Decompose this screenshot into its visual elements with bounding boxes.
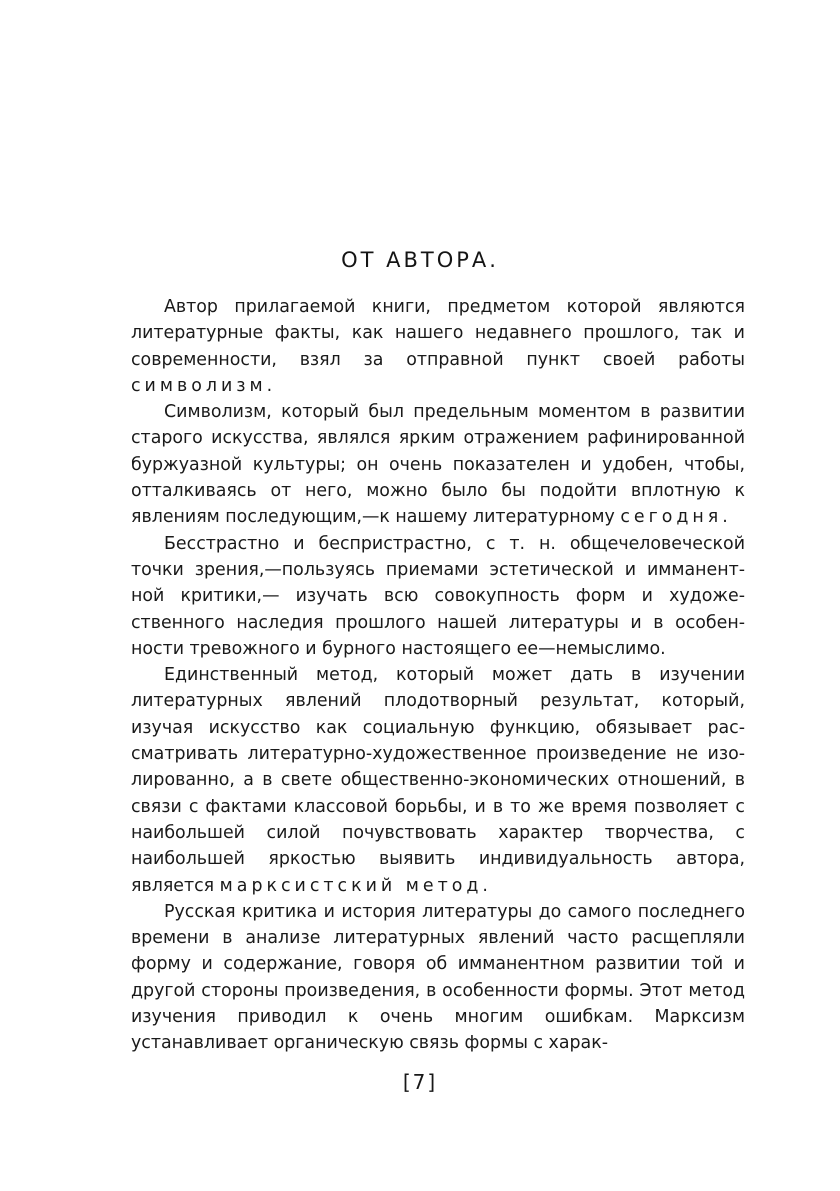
chapter-heading: ОТ АВТОРА. xyxy=(341,248,499,272)
paragraph-text: . xyxy=(482,875,488,896)
paragraph-text: Русская критика и история литературы до самого последнего времени в анализе литературных явлений часто расщепляли форму и содержание, говоря об имманентном развитии той и другой стороны произведения, в особенности формы. Этот метод изучения приводил к очень многим ошибкам. Марксизм устанавливает органическую связь формы с харак- xyxy=(131,901,745,1054)
paragraph xyxy=(131,399,745,530)
spaced-emphasis: марксистский метод xyxy=(219,875,483,896)
spaced-emphasis: символизм xyxy=(131,375,267,396)
paragraph xyxy=(131,899,745,1057)
paragraph-text: Автор прилагаемой книги, предметом которой являются литературные факты, как нашего недавнего прошлого, так и современности, взял за отправной пункт своей работы xyxy=(131,297,745,370)
spaced-emphasis: сегодня xyxy=(620,507,723,528)
paragraph-text: Бесстрастно и беспристрастно, с т. н. общечеловеческой точки зрения,—пользуясь приемами эстетической и имманентной критики,— изучать всю совокупность форм и художественного наследия прошлого нашей литературы и в особенности тревожного и бурного настоящего ее—немыслимо. xyxy=(131,533,745,659)
paragraph-text: . xyxy=(722,507,728,528)
paragraph xyxy=(131,294,745,399)
paragraph xyxy=(131,531,745,662)
page-number: [7] xyxy=(402,1070,438,1094)
paragraph xyxy=(131,662,745,899)
paragraph-text: Символизм, который был предельным моментом в развитии старого искусства, являлся ярким отражением рафинированной буржуазной культуры; он очень показателен и удобен, чтобы, отталкиваясь от него, можно было бы подойти вплотную к явлениям последующим,—к нашему литературному xyxy=(131,402,745,528)
body-text xyxy=(131,294,745,1057)
paragraph-text: Единственный метод, который может дать в изучении литературных явлений плодотворный результат, который, изучая искусство как социальную функцию, обязывает рассматривать литературно-художественное произведение не изолированно, а в свете общественно-экономических отношений, в связи с фактами классовой борьбы, и в то же время позволяет с наибольшей силой почувствовать характер творчества, с наибольшей яркостью выявить индивидуальность автора, является xyxy=(131,665,745,896)
paragraph-text: . xyxy=(266,375,273,396)
